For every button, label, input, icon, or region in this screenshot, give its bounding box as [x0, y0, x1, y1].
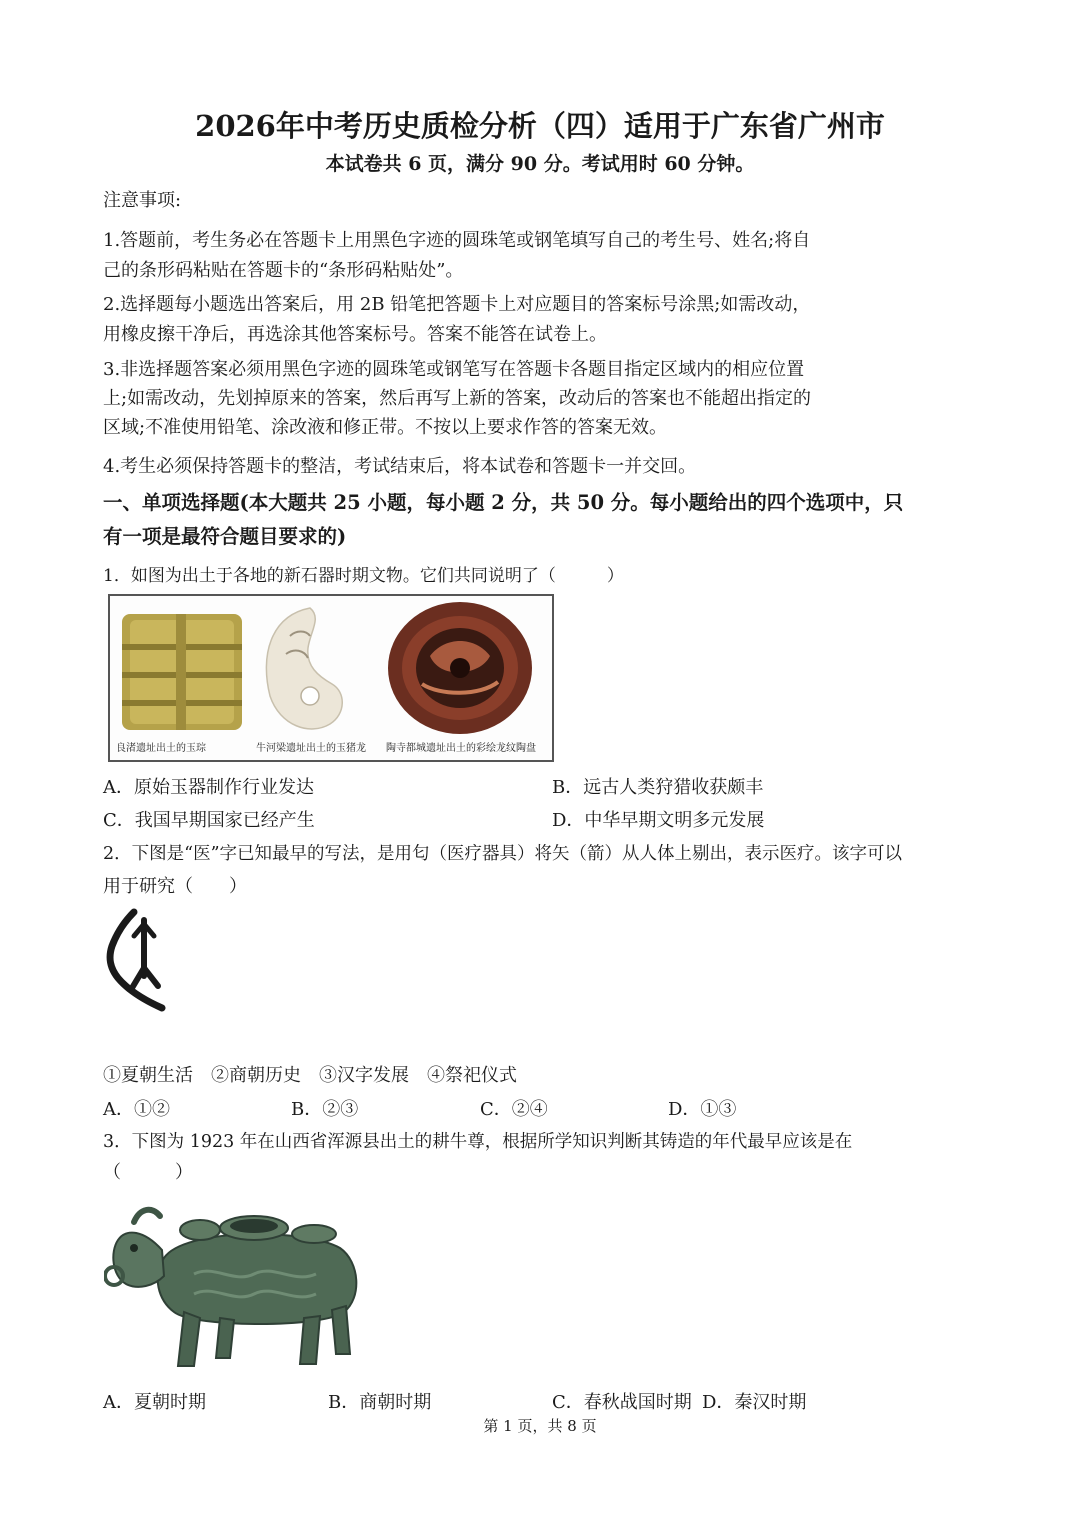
q2-stem: 2．下图是“医”字已知最早的写法，是用匂（医疗器具）将矢（箭）从人体上剔出，表示医疗。该字可以: [103, 844, 903, 864]
q1-artifacts-image: [108, 594, 554, 762]
q1-option-b: B．远古人类狩猎收获颇丰: [552, 777, 764, 798]
q2-option-d: D．①③: [668, 1099, 737, 1120]
q2-stem-cont: 用于研究（ ）: [103, 876, 247, 897]
bronze-ox-zun-image: [104, 1188, 368, 1378]
q2-option-b: B．②③: [291, 1099, 359, 1120]
q1-caption-pig-dragon: 牛河梁遗址出土的玉猪龙: [256, 743, 366, 754]
q3-stem-cont: （ ）: [103, 1162, 193, 1183]
notice-line: 4.考生必须保持答题卡的整洁，考试结束后，将本试卷和答题卡一并交回。: [103, 456, 697, 477]
q3-option-b: B．商朝时期: [328, 1392, 432, 1413]
exam-subtitle: 本试卷共 6 页，满分 90 分。考试用时 60 分钟。: [325, 153, 755, 175]
q1-caption-plate: 陶寺都城遗址出土的彩绘龙纹陶盘: [386, 743, 536, 754]
painted-pottery-plate-illustration: [388, 602, 532, 734]
notice-line: 区域;不准使用铅笔、涂改液和修正带。不按以上要求作答的答案无效。: [103, 417, 668, 438]
q1-caption-cong: 良渚遗址出土的玉琮: [116, 743, 206, 754]
q1-option-a: A．原始玉器制作行业发达: [103, 777, 314, 798]
section-heading-cont: 有一项是最符合题目要求的): [103, 525, 347, 548]
notice-line: 2.选择题每小题选出答案后，用 2B 铅笔把答题卡上对应题目的答案标号涂黑;如需改动，: [103, 294, 811, 315]
notice-line: 1.答题前，考生务必在答题卡上用黑色字迹的圆珠笔或钢笔填写自己的考生号、姓名;将自: [103, 230, 811, 251]
jade-pig-dragon-illustration: [266, 608, 342, 729]
page-number: 第 1 页，共 8 页: [483, 1417, 597, 1435]
q2-items: ①夏朝生活 ②商朝历史 ③汉字发展 ④祭祀仪式: [103, 1065, 517, 1086]
notice-line: 用橡皮擦干净后，再选涂其他答案标号。答案不能答在试卷上。: [103, 324, 607, 345]
q1-option-c: C．我国早期国家已经产生: [103, 810, 315, 831]
q3-option-c: C．春秋战国时期: [552, 1392, 692, 1413]
q3-option-d: D．秦汉时期: [702, 1392, 807, 1413]
jade-cong-illustration: [122, 614, 242, 730]
section-heading: 一、单项选择题(本大题共 25 小题，每小题 2 分，共 50 分。每小题给出的四个选项中，只: [103, 491, 904, 514]
notice-line: 上;如需改动，先划掉原来的答案，然后再写上新的答案，改动后的答案也不能超出指定的: [103, 388, 812, 409]
q2-option-a: A．①②: [103, 1099, 170, 1120]
exam-title: 2026年中考历史质检分析（四）适用于广东省广州市: [195, 109, 885, 143]
q3-stem: 3．下图为 1923 年在山西省浑源县出土的耕牛尊，根据所学知识判断其铸造的年代最早应该是在: [103, 1132, 853, 1152]
q1-option-d: D．中华早期文明多元发展: [552, 810, 765, 831]
notice-line: 己的条形码粘贴在答题卡的“条形码粘贴处”。: [103, 260, 464, 281]
q2-option-c: C．②④: [480, 1099, 548, 1120]
notice-heading: 注意事项:: [103, 190, 182, 211]
oracle-bone-yi-glyph: [104, 906, 176, 1018]
q3-option-a: A．夏朝时期: [103, 1392, 206, 1413]
q1-stem: 1．如图为出土于各地的新石器时期文物。它们共同说明了（ ）: [103, 566, 624, 586]
notice-line: 3.非选择题答案必须用黑色字迹的圆珠笔或钢笔写在答题卡各题目指定区域内的相应位置: [103, 359, 805, 380]
